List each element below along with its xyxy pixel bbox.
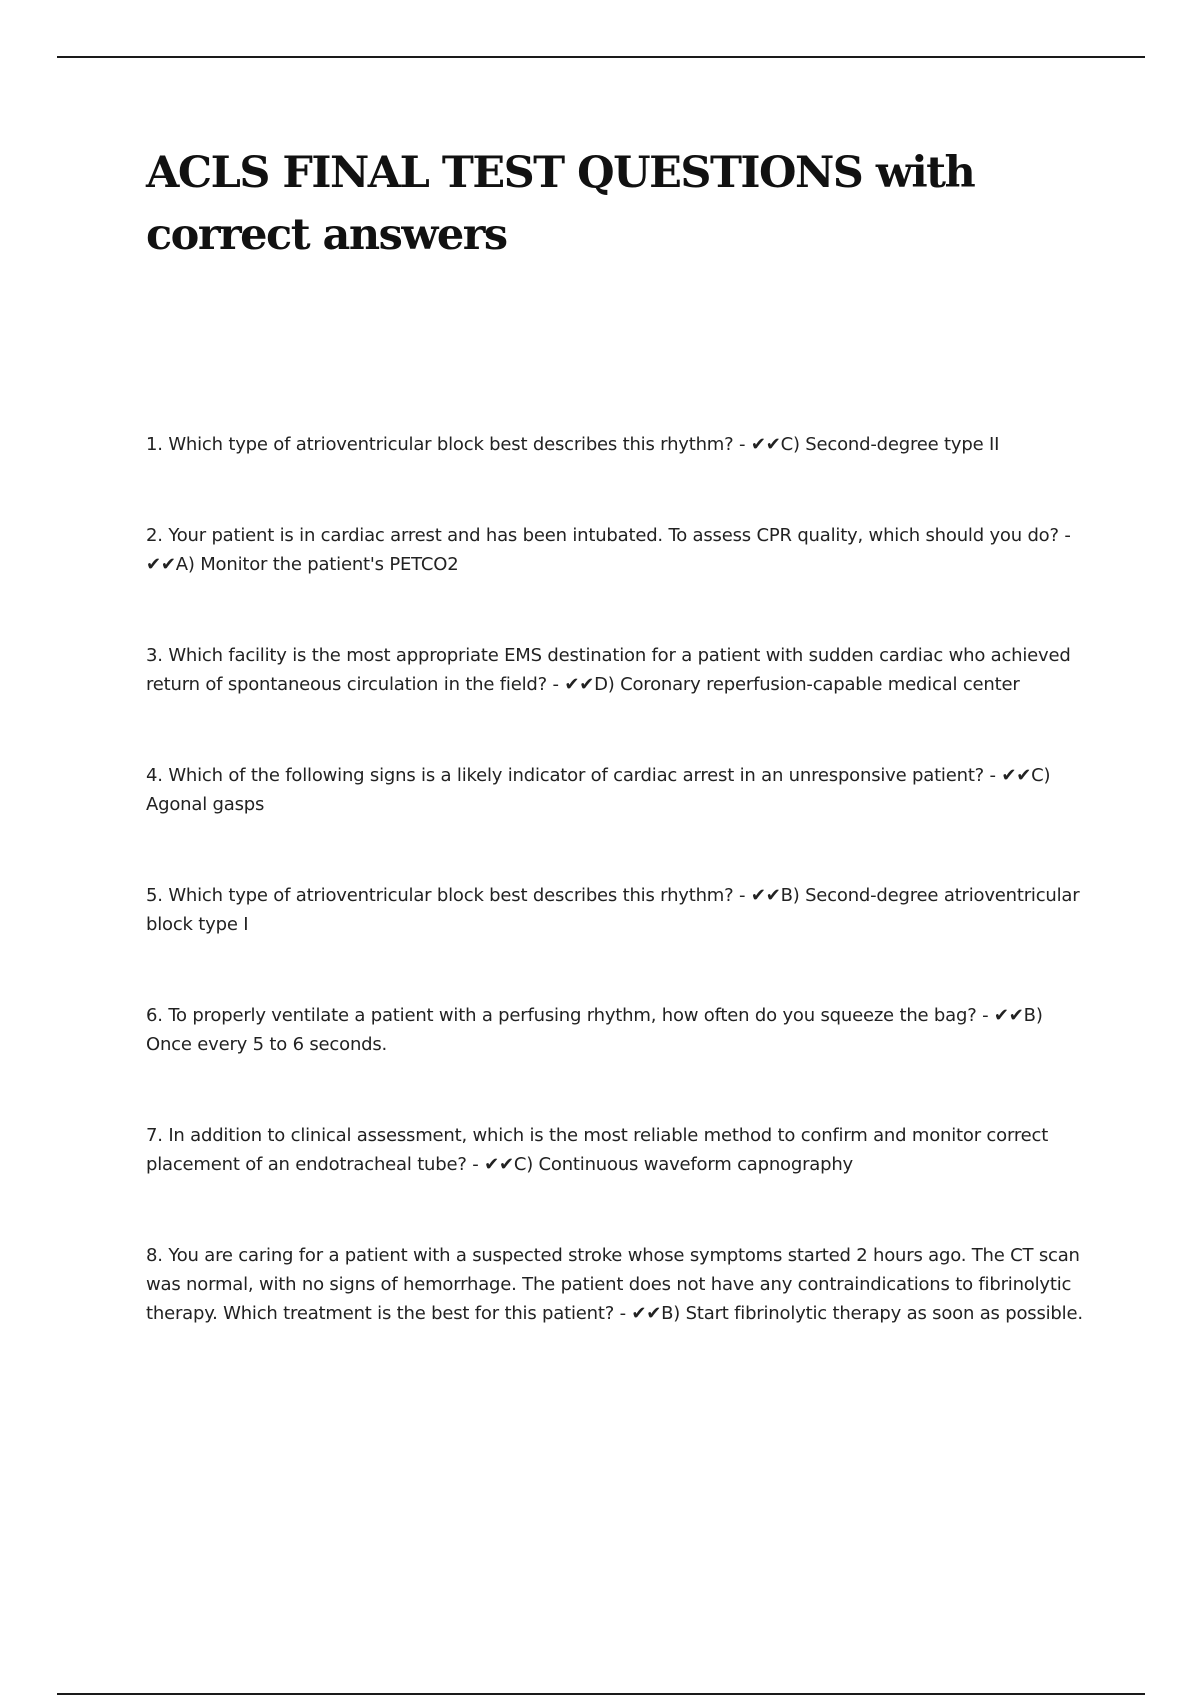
answer-text: A) Monitor the patient's PETCO2 [175,554,459,575]
question-item-1 [146,430,1091,459]
question-item-8 [146,1241,1091,1328]
separator: - [614,1303,632,1324]
separator: - [466,1154,485,1175]
separator: - [733,434,751,455]
answer-text: B) Start fibrinolytic therapy as soon as possible. [661,1303,1083,1324]
answer-text: D) Coronary reperfusion-capable medical center [594,674,1020,695]
header-rule [57,56,1145,58]
question-item-3 [146,641,1091,699]
double-check-icon: ✔✔ [750,885,781,906]
double-check-icon: ✔✔ [631,1303,662,1324]
question-item-6 [146,1001,1091,1059]
question-item-2 [146,521,1091,579]
answer-text: C) Agonal gasps [146,765,1051,815]
double-check-icon: ✔✔ [750,434,781,455]
double-check-icon: ✔✔ [484,1154,514,1175]
question-text: Your patient is in cardiac arrest and has been intubated. To assess CPR quality, which should you do? [168,525,1059,546]
separator: - [1058,525,1071,546]
question-text: Which facility is the most appropriate EMS destination for a patient with sudden cardiac who achieved return of spontaneous circulation in the field? [146,645,1071,695]
question-number: 7. [146,1125,163,1146]
answer-text: B) Once every 5 to 6 seconds. [146,1005,1043,1055]
question-text: Which type of atrioventricular block best describes this rhythm? [168,885,734,906]
question-number: 8. [146,1245,163,1266]
double-check-icon: ✔✔ [993,1005,1024,1026]
question-number: 2. [146,525,163,546]
question-number: 1. [146,434,163,455]
question-text: You are caring for a patient with a suspected stroke whose symptoms started 2 hours ago. The CT scan was normal, with no signs of hemorrhage. The patient does not have any contraindications to fibrinolytic therapy. Which treatment is the best for this patient? [146,1245,1080,1324]
separator: - [984,765,1002,786]
question-number: 6. [146,1005,163,1026]
document-title: ACLS FINAL TEST QUESTIONS with correct answers [146,148,975,260]
question-list [146,430,1091,1390]
question-number: 4. [146,765,163,786]
question-text: Which of the following signs is a likely indicator of cardiac arrest in an unresponsive patient? [168,765,985,786]
answer-text: B) Second-degree atrioventricular block type I [146,885,1080,935]
question-item-5 [146,881,1091,939]
double-check-icon: ✔✔ [146,554,176,575]
question-item-7 [146,1121,1091,1179]
question-item-4 [146,761,1091,819]
answer-text: C) Second-degree type II [780,434,1000,455]
question-number: 3. [146,645,163,666]
double-check-icon: ✔✔ [564,674,595,695]
question-text: In addition to clinical assessment, which is the most reliable method to confirm and monitor correct placement of an endotracheal tube? [146,1125,1049,1175]
double-check-icon: ✔✔ [1001,765,1032,786]
question-text: To properly ventilate a patient with a perfusing rhythm, how often do you squeeze the bag? [168,1005,977,1026]
separator: - [546,674,565,695]
separator: - [976,1005,994,1026]
separator: - [733,885,751,906]
question-number: 5. [146,885,163,906]
footer-rule [57,1693,1145,1695]
answer-text: C) Continuous waveform capnography [513,1154,854,1175]
question-text: Which type of atrioventricular block best describes this rhythm? [168,434,734,455]
